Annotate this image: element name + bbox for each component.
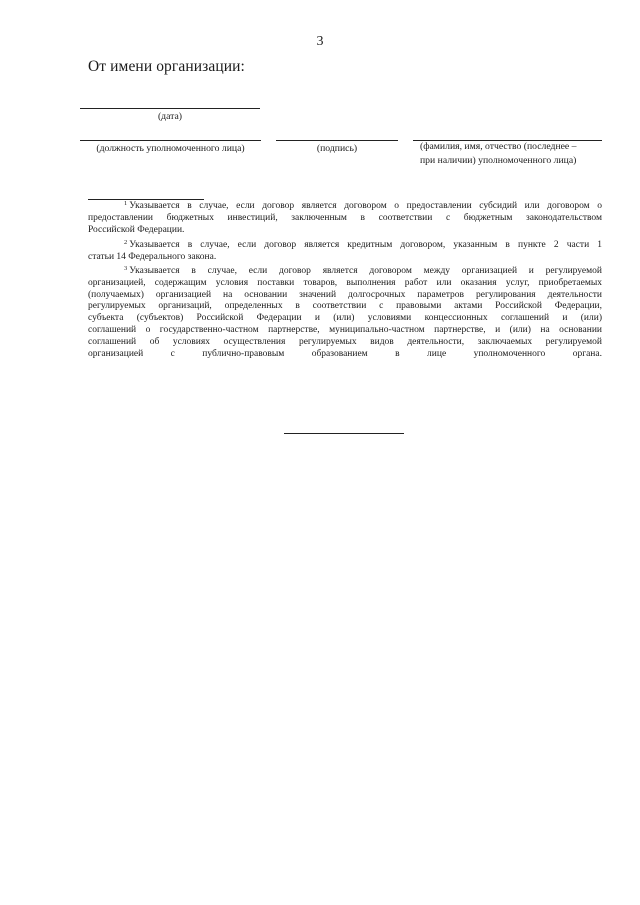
position-caption: (должность уполномоченного лица) (96, 143, 245, 154)
signature-block-heading: От имени организации: (88, 58, 245, 75)
date-caption: (дата) (157, 111, 183, 122)
footnote-line: $^1$ Указывается в случае, если договор является договором о предоставлении субсидий или договором о (124, 201, 602, 211)
footnote-3 (88, 266, 602, 372)
footnote-line: соглашений об условиях осуществления регулируемых видов деятельности, заключаемых регулируемой (88, 336, 602, 347)
footnote-line (88, 360, 602, 372)
footnote-line: организацией, содержащим условия поставки товаров, выполнения работ или оказания услуг, приобретаемых (88, 277, 602, 288)
footnote-2 (88, 240, 602, 264)
end-of-document-rule (284, 433, 404, 434)
footnote-line: регулируемых организаций, определенных в соответствии с правовыми актами Российской Федерации, (88, 301, 602, 312)
date-line (80, 108, 260, 109)
footnote-line: $^3$ Указывается в случае, если договор является договором между организацией и регулируемой (124, 266, 602, 276)
footnote-line: Российской Федерации. (88, 224, 185, 235)
full-name-caption (420, 140, 610, 168)
footnote-line: (получаемых) организацией на основании значений долгосрочных параметров регулирования деятельности (88, 289, 602, 300)
footnote-line: статьи 14 Федерального закона. (88, 251, 217, 262)
footnote-1 (88, 201, 602, 236)
footnote-line: организацией с публично-правовым образованием в лице уполномоченного органа. (88, 348, 602, 359)
footnote-line: субъекта (субъектов) Российской Федерации и (или) условиями концессионных соглашений и (или) (88, 313, 602, 324)
footnote-marker: 3 (124, 266, 128, 272)
footnote-marker: 1 (124, 201, 128, 207)
full-name-caption-line: (фамилия, имя, отчество (последнее – (420, 141, 577, 152)
signature-caption: (подпись) (316, 143, 358, 154)
page-number: 3 (316, 34, 324, 49)
footnote-line: $^2$ Указывается в случае, если договор является кредитным договором, указанным в пункте 2 части 1 (124, 240, 602, 250)
full-name-caption-line: при наличии) уполномоченного лица) (420, 155, 577, 166)
position-line (80, 140, 261, 141)
footnote-marker: 2 (124, 240, 128, 246)
footnote-line: предоставлении бюджетных инвестиций, заключенным в соответствии с бюджетным законодательством (88, 212, 602, 223)
footnote-separator (88, 199, 204, 200)
footnote-line: соглашений о государственно-частном партнерстве, муниципально-частном партнерстве, и (или) на основании (88, 324, 602, 335)
signature-line (276, 140, 398, 141)
